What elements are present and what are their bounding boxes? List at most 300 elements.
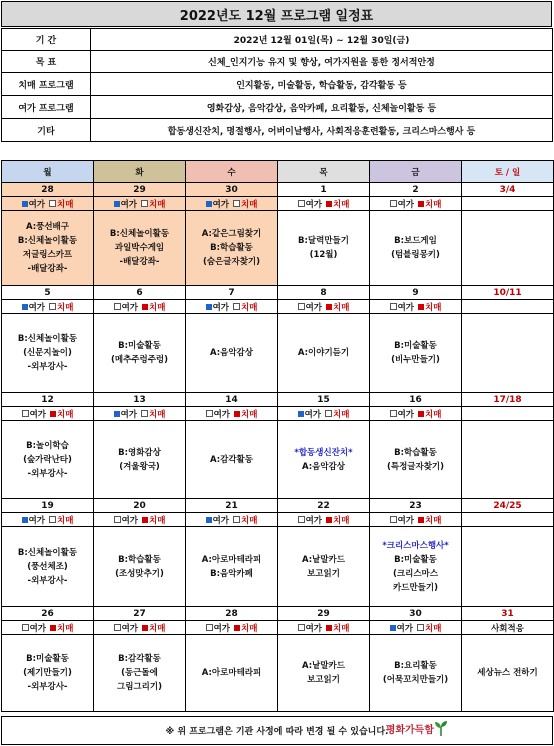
activity-cell [278,211,370,286]
activity-line: B:미술활동 [394,341,437,351]
chimae-unchecked [233,514,257,526]
yeoga-label: 여가 [305,515,322,526]
date-row [2,499,554,513]
yeoga-unchecked [114,301,138,313]
activity-cell [2,421,94,499]
chimae-label: 치매 [57,623,74,634]
date-cell: 7 [186,286,278,300]
org-logo [386,720,448,736]
yeoga-label: 여가 [212,199,229,210]
filled-square-icon [114,201,120,207]
program-tag-cell [462,300,554,314]
filled-square-icon [418,201,424,207]
filled-square-icon [326,625,332,631]
program-tag-cell [94,621,186,635]
chimae-unchecked [233,198,257,210]
filled-square-icon [390,625,396,631]
activity-line: B:신체놀이활동 [17,236,78,246]
yeoga-checked [298,408,321,420]
yeoga-unchecked [114,622,138,634]
info-value: 신체_인지기능 유지 및 향상, 여가지원을 통한 정서적안정 [91,51,553,73]
date-cell: 16 [370,393,462,407]
yeoga-label: 여가 [213,623,230,634]
chimae-label: 치매 [149,623,166,634]
activity-cell [94,635,186,712]
chimae-label: 치매 [241,409,258,420]
activity-line: B:달력만들기 [298,236,349,246]
info-label: 치매 프로그램 [2,73,91,96]
yeoga-unchecked [298,514,322,526]
empty-square-icon [233,303,240,310]
chimae-checked [234,408,257,420]
activity-cell [370,635,462,712]
activity-row [2,314,554,393]
program-tag-cell [278,513,370,527]
yeoga-unchecked [22,622,46,634]
yeoga-unchecked [390,198,414,210]
activity-line: A:감각활동 [210,454,253,465]
activity-line: B:미술활동 [118,341,161,351]
program-tag-row [2,621,554,635]
filled-square-icon [298,411,304,417]
date-cell: 5 [2,286,94,300]
filled-square-icon [142,517,148,523]
activity-cell [370,211,462,286]
activity-cell [370,527,462,607]
date-cell: 2 [370,183,462,197]
activity-line: B:신체놀이활동 [109,229,170,239]
filled-square-icon [206,517,212,523]
activity-line: 저글링스카프 [22,250,73,260]
chimae-unchecked [141,408,165,420]
yeoga-label: 여가 [397,199,414,210]
activity-line: -외부강사- [27,468,68,479]
yeoga-unchecked [114,514,138,526]
day-header-weekend: 토 / 일 [462,161,554,183]
activity-line: A:음악감상 [302,461,345,472]
yeoga-label: 여가 [28,199,45,210]
day-header-thu: 목 [278,161,370,183]
activity-line: A:아로마테라피 [201,554,262,565]
date-cell: 30 [186,183,278,197]
footer [1,716,553,745]
day-header-fri: 금 [370,161,462,183]
activity-line: (동근돌에 [121,668,158,678]
activity-cell [462,527,554,607]
chimae-unchecked [49,198,73,210]
chimae-unchecked [417,622,441,634]
program-tag-cell [2,621,94,635]
activity-row [2,421,554,499]
program-tag-cell [462,197,554,211]
filled-square-icon [418,517,424,523]
filled-square-icon [418,304,424,310]
activity-line: A:이야기듣기 [297,348,350,358]
yeoga-label: 여가 [305,199,322,210]
yeoga-label: 여가 [212,515,229,526]
filled-square-icon [206,201,212,207]
activity-line: (메추주렁주렁) [110,355,169,365]
yeoga-checked [390,622,413,634]
chimae-label: 치매 [57,515,74,526]
activity-line: B:놀이학습 [26,440,69,451]
yeoga-label: 여가 [213,409,230,420]
calendar-table [1,160,554,712]
activity-line: A:음악감상 [210,348,253,358]
chimae-unchecked [49,301,73,313]
program-tag-row [2,197,554,211]
yeoga-label: 여가 [396,623,413,634]
program-tag-cell [370,407,462,421]
date-row [2,183,554,197]
empty-square-icon [325,410,332,417]
program-tag-row [2,513,554,527]
chimae-label: 치매 [333,409,350,420]
chimae-checked [418,514,441,526]
filled-square-icon [50,625,56,631]
activity-line: B:학습활동 [118,554,161,565]
date-cell: 15 [278,393,370,407]
date-cell: 1 [278,183,370,197]
empty-square-icon [206,624,213,631]
activity-line: A:같은그림찾기 [201,229,262,239]
date-cell: 27 [94,607,186,621]
program-tag-cell: 사회적응 [462,621,554,635]
info-row [2,51,553,73]
activity-cell [186,635,278,712]
program-tag-cell [370,197,462,211]
yeoga-checked [114,408,137,420]
chimae-label: 치매 [425,623,442,634]
day-header-tue: 화 [94,161,186,183]
yeoga-checked [22,301,45,313]
chimae-checked [142,622,165,634]
date-cell: 29 [94,183,186,197]
activity-cell [186,421,278,499]
empty-square-icon [206,410,213,417]
yeoga-checked [206,198,229,210]
empty-square-icon [298,624,305,631]
yeoga-label: 여가 [305,302,322,313]
chimae-label: 치매 [149,199,166,210]
empty-square-icon [298,303,305,310]
filled-square-icon [418,411,424,417]
date-cell: 8 [278,286,370,300]
activity-line: -외부강사- [27,575,68,586]
chimae-checked [418,301,441,313]
activity-line: B:신체놀이활동 [17,334,78,344]
chimae-label: 치매 [425,409,442,420]
program-tag-cell [2,197,94,211]
empty-square-icon [114,516,121,523]
empty-square-icon [49,516,56,523]
day-header-mon: 월 [2,161,94,183]
date-cell: 21 [186,499,278,513]
date-cell: 20 [94,499,186,513]
chimae-label: 치매 [333,623,350,634]
filled-square-icon [114,411,120,417]
activity-line: (풍선체조) [27,561,68,572]
date-cell: 30 [370,607,462,621]
activity-line: B:음악카페 [210,568,253,579]
program-tag-cell [278,407,370,421]
empty-square-icon [233,516,240,523]
chimae-checked [234,622,257,634]
filled-square-icon [22,304,28,310]
info-value: 영화감상, 음악감상, 음악카페, 요리활동, 신체놀이활동 등 [91,96,553,119]
chimae-unchecked [141,198,165,210]
chimae-label: 치매 [57,302,74,313]
activity-line: -외부강사- [27,362,68,372]
activity-line: 보고읽기 [307,568,340,579]
logo-text: 평화가득함 [385,724,434,736]
program-tag-cell [186,300,278,314]
activity-line: -배달강좌- [119,257,160,267]
date-cell: 17/18 [462,393,554,407]
activity-line: B:신체놀이활동 [17,547,78,558]
activity-line: (제기만들기) [23,668,72,678]
yeoga-unchecked [390,408,414,420]
chimae-checked [418,408,441,420]
activity-line: (조성맞추기) [115,568,164,579]
program-tag-cell [278,621,370,635]
date-cell: 9 [370,286,462,300]
activity-cell [278,421,370,499]
date-cell: 22 [278,499,370,513]
program-tag-cell [94,300,186,314]
activity-line: (텀블링몽키) [391,250,440,260]
empty-square-icon [22,624,29,631]
activity-line: 보고읽기 [307,675,340,685]
date-cell: 28 [2,183,94,197]
page-title: 2022년도 12월 프로그램 일정표 [1,1,552,27]
program-tag-cell [462,513,554,527]
info-label: 목 표 [2,51,91,73]
chimae-unchecked [325,408,349,420]
activity-line: (비누만들기) [391,355,440,365]
yeoga-unchecked [298,198,322,210]
chimae-checked [326,198,349,210]
activity-line: (12월) [309,250,338,260]
activity-row [2,527,554,607]
empty-square-icon [141,410,148,417]
info-row [2,29,553,51]
activity-cell [370,421,462,499]
program-tag-cell [186,197,278,211]
yeoga-label: 여가 [305,623,322,634]
sprout-icon [434,720,448,736]
day-header-wed: 수 [186,161,278,183]
activity-cell [94,527,186,607]
yeoga-label: 여가 [397,302,414,313]
activity-line: B:감각활동 [118,654,161,664]
activity-cell [278,635,370,712]
activity-line: A:낱말카드 [302,554,345,565]
filled-square-icon [234,411,240,417]
activity-line: (특정글자찾기) [386,461,445,472]
filled-square-icon [326,517,332,523]
yeoga-label: 여가 [121,623,138,634]
chimae-label: 치매 [57,199,74,210]
date-cell: 10/11 [462,286,554,300]
program-tag-cell [462,407,554,421]
yeoga-label: 여가 [121,302,138,313]
yeoga-label: 여가 [212,302,229,313]
yeoga-checked [206,514,229,526]
activity-line: A:풍선배구 [26,222,69,232]
empty-square-icon [390,410,397,417]
activity-line: B:영화감상 [118,447,161,458]
filled-square-icon [22,201,28,207]
program-tag-cell [2,407,94,421]
empty-square-icon [298,516,305,523]
empty-square-icon [233,200,240,207]
program-tag-cell [2,513,94,527]
date-cell: 6 [94,286,186,300]
date-cell: 3/4 [462,183,554,197]
info-value: 2022년 12월 01일(목) ~ 12월 30일(금) [91,29,553,51]
activity-cell [462,635,554,712]
activity-cell [462,211,554,286]
yeoga-unchecked [298,301,322,313]
activity-cell [186,527,278,607]
yeoga-unchecked [390,301,414,313]
chimae-label: 치매 [425,515,442,526]
yeoga-checked [114,198,137,210]
empty-square-icon [22,410,29,417]
empty-square-icon [390,200,397,207]
empty-square-icon [49,200,56,207]
activity-line: -배달강좌- [27,264,68,274]
chimae-label: 치매 [333,515,350,526]
chimae-checked [50,622,73,634]
activity-line: (숲가락난타) [23,454,72,465]
activity-cell [186,314,278,393]
activity-line: A:아로마테라피 [201,668,262,678]
date-row [2,607,554,621]
empty-square-icon [390,516,397,523]
filled-square-icon [142,304,148,310]
program-tag-cell [2,300,94,314]
info-row [2,96,553,119]
chimae-checked [326,301,349,313]
activity-line: (겨울왕국) [119,461,160,472]
activity-cell [370,314,462,393]
yeoga-unchecked [298,622,322,634]
yeoga-label: 여가 [120,409,137,420]
date-cell: 12 [2,393,94,407]
chimae-label: 치매 [149,409,166,420]
info-value: 인지활동, 미술활동, 학습활동, 감각활동 등 [91,73,553,96]
info-label: 기타 [2,119,91,142]
activity-line: B:보드게임 [394,236,437,246]
chimae-label: 치매 [241,302,258,313]
activity-line: B:미술활동 [394,554,437,565]
date-cell: 23 [370,499,462,513]
date-cell: 24/25 [462,499,554,513]
date-cell: 19 [2,499,94,513]
program-tag-cell [94,407,186,421]
chimae-label: 치매 [241,623,258,634]
program-tag-cell [370,513,462,527]
yeoga-checked [206,301,229,313]
program-tag-row [2,300,554,314]
yeoga-unchecked [22,408,46,420]
info-row [2,119,553,142]
chimae-label: 치매 [149,302,166,313]
chimae-label: 치매 [57,409,74,420]
info-label: 여가 프로그램 [2,96,91,119]
activity-line: (어묵꼬치만들기) [382,675,449,685]
chimae-checked [50,408,73,420]
program-tag-cell [94,513,186,527]
activity-line: *크리스마스행사* [382,540,449,551]
date-cell: 31 [462,607,554,621]
date-cell: 26 [2,607,94,621]
empty-square-icon [114,624,121,631]
program-tag-cell [370,300,462,314]
activity-line: *합동생신잔치* [294,447,353,458]
date-cell: 28 [186,607,278,621]
empty-square-icon [49,303,56,310]
chimae-checked [142,514,165,526]
activity-line: (숨은글자찾기) [202,257,261,267]
activity-line: B:미술활동 [26,654,69,664]
chimae-unchecked [49,514,73,526]
program-tag-cell [186,513,278,527]
empty-square-icon [114,303,121,310]
activity-cell [278,527,370,607]
yeoga-unchecked [390,514,414,526]
activity-cell [94,314,186,393]
program-tag-cell [186,407,278,421]
date-row [2,393,554,407]
activity-cell [2,527,94,607]
chimae-label: 치매 [333,199,350,210]
yeoga-label: 여가 [397,409,414,420]
chimae-label: 치매 [425,302,442,313]
yeoga-label: 여가 [28,515,45,526]
program-tag-cell [370,621,462,635]
chimae-label: 치매 [241,515,258,526]
activity-row [2,211,554,286]
filled-square-icon [234,625,240,631]
program-tag-row [2,407,554,421]
empty-square-icon [141,200,148,207]
filled-square-icon [326,304,332,310]
activity-line: 카드만들기) [393,582,438,593]
filled-square-icon [22,517,28,523]
day-header-row [2,161,554,183]
activity-line: (신문지놀이) [23,348,72,358]
program-tag-cell [278,300,370,314]
activity-line: B:학습활동 [394,447,437,458]
yeoga-label: 여가 [121,515,138,526]
yeoga-label: 여가 [304,409,321,420]
yeoga-unchecked [206,408,230,420]
filled-square-icon [326,201,332,207]
info-row [2,73,553,96]
date-row [2,286,554,300]
date-cell: 29 [278,607,370,621]
yeoga-label: 여가 [120,199,137,210]
yeoga-unchecked [206,622,230,634]
chimae-checked [142,301,165,313]
program-tag-cell [278,197,370,211]
info-value: 합동생신잔치, 명절행사, 어버이날행사, 사회적응훈련활동, 크리스마스행사 등 [91,119,553,142]
activity-cell [186,211,278,286]
activity-cell [94,421,186,499]
